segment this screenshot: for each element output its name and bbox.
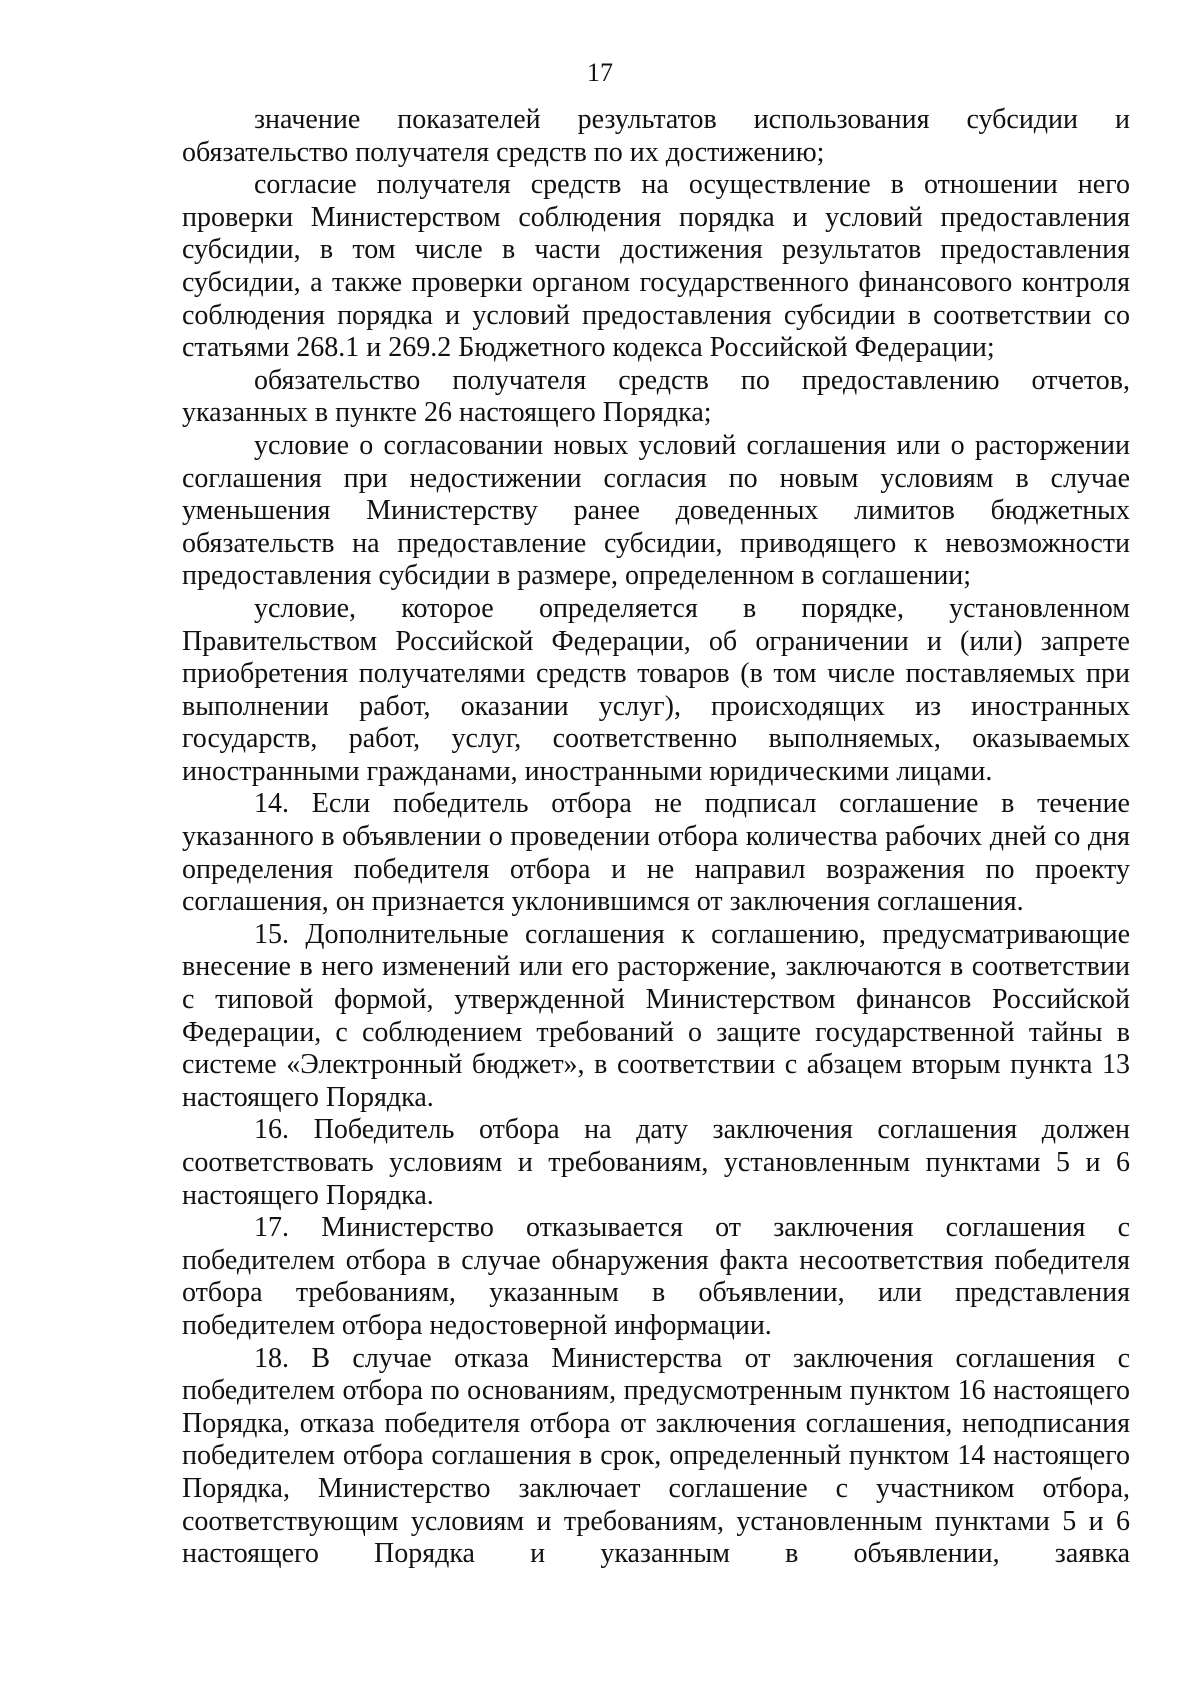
paragraph-clause-14: 14. Если победитель отбора не подписал соглашение в течение указанного в объявлении о проведении отбора количества рабочих дней со дня определения победителя отбора и не направил возражения по проекту соглашения, он признается уклонившимся от заключения соглашения. <box>182 788 1130 918</box>
page-number: 17 <box>587 58 613 87</box>
paragraph-clause-18: 18. В случае отказа Министерства от заключения соглашения с победителем отбора по основаниям, предусмотренным пунктом 16 настоящего Порядка, отказа победителя отбора от заключения соглашения, неподписания победителем отбора соглашения в срок, определенный пунктом 14 настоящего Порядка, Министерство заключает соглашение с участником отбора, соответствующим условиям и требованиям, установленным пунктами 5 и 6 настоящего Порядка и указанным в объявлении, заявка <box>182 1342 1130 1570</box>
paragraph-reporting-obligation: обязательство получателя средств по предоставлению отчетов, указанных в пункте 26 настоящего Порядка; <box>182 364 1130 429</box>
paragraph-indicator-values: значение показателей результатов использования субсидии и обязательство получателя средств по их достижению; <box>182 104 1130 168</box>
paragraph-inspection-consent: согласие получателя средств на осуществление в отношении него проверки Министерством соблюдения порядка и условий предоставления субсидии, в том числе в части достижения результатов предоставления субсидии, а также проверки органом государственного финансового контроля соблюдения порядка и условий предоставления субсидии в соответствии со статьями 268.1 и 269.2 Бюджетного кодекса Российской Федерации; <box>182 169 1130 364</box>
paragraph-clause-16: 16. Победитель отбора на дату заключения соглашения должен соответствовать условиям и требованиям, установленным пунктами 5 и 6 настоящего Порядка. <box>182 1114 1130 1211</box>
paragraph-foreign-goods-restriction: условие, которое определяется в порядке, установленном Правительством Российской Федерации, об ограничении и (или) запрете приобретения получателями средств товаров (в том числе поставляемых при выполнении работ, оказании услуг), происходящих из иностранных государств, работ, услуг, соответственно выполняемых, оказываемых иностранными гражданами, иностранными юридическими лицами. <box>182 592 1130 787</box>
document-body <box>182 104 1130 1571</box>
paragraph-new-terms-condition: условие о согласовании новых условий соглашения или о расторжении соглашения при недостижении согласия по новым условиям в случае уменьшения Министерству ранее доведенных лимитов бюджетных обязательств на предоставление субсидии, приводящего к невозможности предоставления субсидии в размере, определенном в соглашении; <box>182 429 1130 592</box>
paragraph-clause-15: 15. Дополнительные соглашения к соглашению, предусматривающие внесение в него изменений или его расторжение, заключаются в соответствии с типовой формой, утвержденной Министерством финансов Российской Федерации, с соблюдением требований о защите государственной тайны в системе «Электронный бюджет», в соответствии с абзацем вторым пункта 13 настоящего Порядка. <box>182 918 1130 1113</box>
paragraph-clause-17: 17. Министерство отказывается от заключения соглашения с победителем отбора в случае обнаружения факта несоответствия победителя отбора требованиям, указанным в объявлении, или представления победителем отбора недостоверной информации. <box>182 1212 1130 1341</box>
